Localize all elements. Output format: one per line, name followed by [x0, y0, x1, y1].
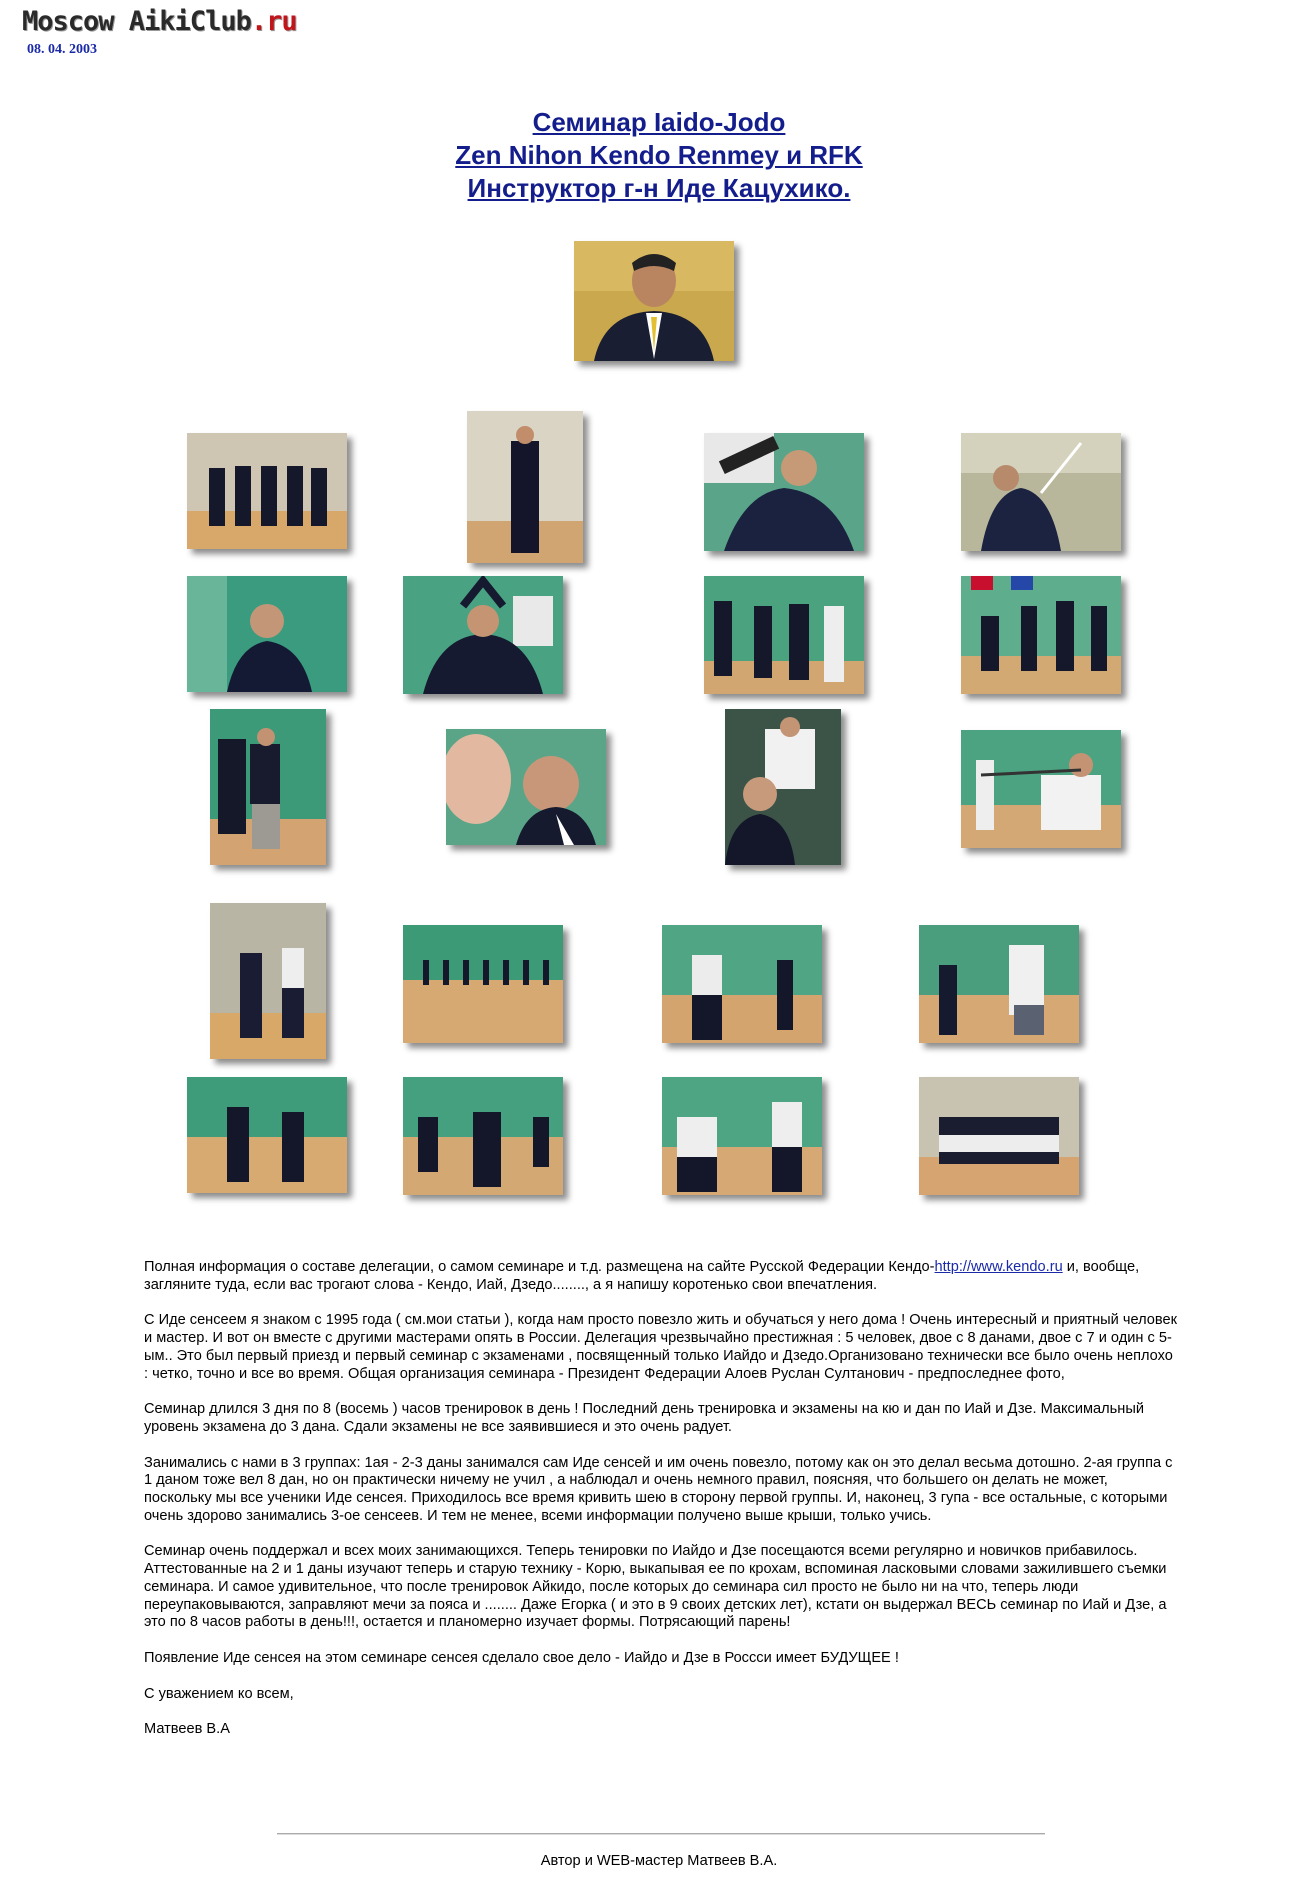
gallery-photo[interactable]: [403, 925, 563, 1043]
logo-text: Moscow AikiClub: [22, 6, 251, 37]
gallery-photo[interactable]: [446, 729, 606, 845]
gallery-photo[interactable]: [187, 433, 347, 549]
article-body: [144, 1259, 1178, 1757]
title-link-line3[interactable]: Инструктор г-н Иде Кацухико.: [467, 173, 851, 203]
gallery-photo[interactable]: [403, 576, 563, 694]
article-paragraph: Семинар очень поддержал и всех моих занимающихся. Теперь тенировки по Иайдо и Дзе посещаются всеми регулярно и новичков прибавилось. Аттестованные на 2 и 1 даны изучают теперь и старую технику - Корю, выкапывая ее по крохам, вспоминая ласковыми словами зажилившего съемки семинара. И самое удивительное, что после тренировок Айкидо, после которых до семинара сил просто не было ни на что, теперь люди переупаковываются, заправляют мечи за пояса и ........ Даже Егорка ( и это в 9 своих детских лет), кстати он выдержал ВЕСЬ семинар по Иай и Дзе, а это по 8 часов работы в день!!!, остается и планомерно изучает формы. Потрясающий парень!: [144, 1543, 1167, 1631]
gallery-photo[interactable]: [704, 433, 864, 551]
gallery-photo[interactable]: [662, 925, 822, 1043]
gallery-photo[interactable]: [961, 576, 1121, 694]
kendo-site-link[interactable]: http://www.kendo.ru: [934, 1259, 1063, 1275]
article-paragraph: С Иде сенсеем я знаком с 1995 года ( см.мои статьи ), когда нам просто повезло жить и обучаться у него дома ! Очень интересный и приятный человек и мастер. И вот он вместе с другими мастерами опять в России. Делегация чрезвычайно престижная : 5 человек, двое с 8 данами, двое с 7 и один с 5-ым.. Это был первый приезд и первый семинар с экзаменами , посвященный только Иайдо и Дзедо.Организовано технически все было очень неплохо : четко, точно и все во время. Общая организация семинара - Президент Федерации Алоев Руслан Султанович - предпоследнее фото,: [144, 1312, 1177, 1382]
gallery-photo[interactable]: [725, 709, 841, 865]
text-segment: Полная информация о составе делегации, о самом семинаре и т.д. размещена на сайте Русской Федерации Кендо-: [144, 1259, 935, 1275]
gallery-photo[interactable]: [210, 903, 326, 1059]
gallery-photo[interactable]: [961, 433, 1121, 551]
gallery-photo[interactable]: [187, 1077, 347, 1193]
logo-domain: .ru: [250, 6, 297, 37]
footer-credit: Автор и WEB-мастер Матвеев В.А.: [540, 1853, 778, 1869]
article-paragraph: [144, 1259, 1178, 1294]
article-paragraph: Семинар длился 3 дня по 8 (восемь ) часов тренировок в день ! Последний день тренировка и экзамены на кю и дан по Иай и Дзе. Максимальный уровень экзамена до 3 дана. Сдали экзамены не все заявившиеся и это очень радует.: [144, 1401, 1144, 1435]
page-title: [0, 106, 1300, 205]
gallery-photo[interactable]: [467, 411, 583, 563]
text-segment: и, вообще, загляните туда, если вас трогают слова - Кендо, Иай, Дзедо........, а я напишу коротенько свои впечатления.: [144, 1259, 1140, 1293]
gallery-photo[interactable]: [704, 576, 864, 694]
gallery-photo[interactable]: [919, 925, 1079, 1043]
gallery-photo[interactable]: [919, 1077, 1079, 1195]
gallery-photo[interactable]: [662, 1077, 822, 1195]
gallery-photo[interactable]: [187, 576, 347, 692]
article-paragraph: Появление Иде сенсея на этом семинаре сенсея сделало свое дело - Иайдо и Дзе в Россси имеет БУДУЩЕЕ !: [144, 1649, 899, 1666]
title-link-line2[interactable]: Zen Nihon Kendo Renmey и RFK: [455, 140, 863, 170]
instructor-portrait-photo[interactable]: [574, 241, 734, 361]
article-signature: Матвеев В.А: [144, 1721, 230, 1738]
footer-divider: [277, 1833, 1045, 1835]
site-logo[interactable]: [22, 6, 297, 37]
gallery-photo[interactable]: [210, 709, 326, 865]
gallery-photo[interactable]: [961, 730, 1121, 848]
article-greeting: С уважением ко всем,: [144, 1685, 294, 1702]
title-link-line1[interactable]: Семинар Iaido-Jodo: [532, 107, 786, 137]
article-paragraph: Занимались с нами в 3 группах: 1ая - 2-3 даны занимался сам Иде сенсей и им очень повезло, потому как он это делал весьма дотошно. 2-ая группа с 1 даном тоже вел 8 дан, но он практически ничему не учил , а наблюдал и очень немного правил, поясняя, что большего он делать не может, поскольку мы все ученики Иде сенсея. Приходилось все время кривить шею в сторону первой группы. И, наконец, 3 гупа - все остальные, с которыми очень здорово занимались 3-ое сенсеев. И тем не менее, всеми информации получено выше крыши, только учись.: [144, 1454, 1173, 1524]
page-date: 08. 04. 2003: [27, 42, 97, 57]
gallery-photo[interactable]: [403, 1077, 563, 1195]
